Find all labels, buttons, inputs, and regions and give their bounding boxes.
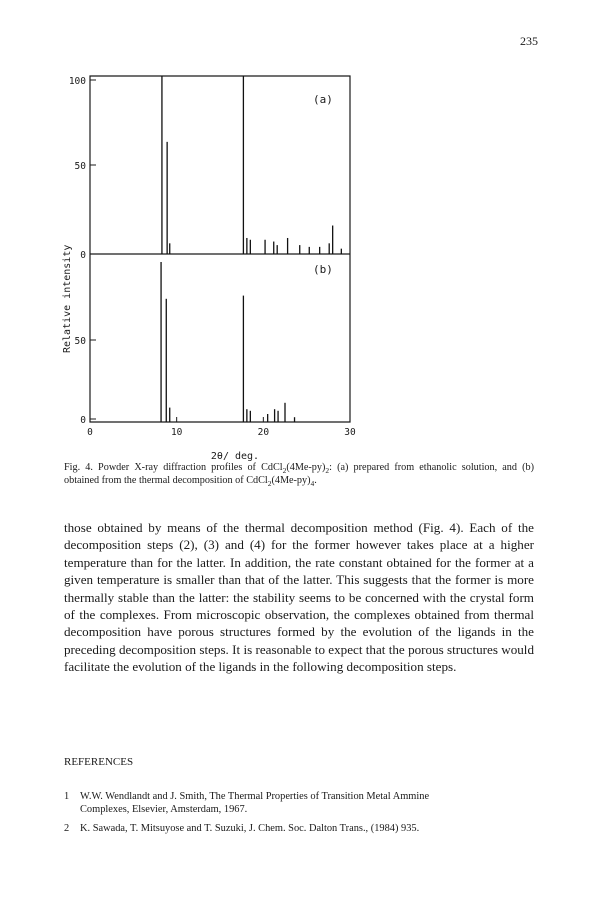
body-paragraph: those obtained by means of the thermal decomposition method (Fig. 4). Each of the decomposition steps (2), (3) and (4) for the former however takes place at a higher temperature than for the latter. In addition, the rate constant obtained for the former at a given temperature is smaller than that of the latter. This suggests that the former is more thermally stable than the latter: the stability seems to be concerned with the crystal form of the complexes. From microscopic observation, the complexes obtained from thermal decomposition have porous structures formed by the evolution of the ligands in the preceding decomposition steps. It is reasonable to expect that the porous structures would facilitate the evolution of the ligands in the following decomposition steps. [64,520,534,675]
y-axis-label: Relative intensity [62,244,73,353]
axis-ticks [69,76,356,438]
panel-b-peaks [161,262,294,422]
plot-frames [90,76,350,422]
reference-text-cont: Complexes, Elsevier, Amsterdam, 1967. [80,804,248,815]
x-tick-label: 0 [87,427,93,438]
x-tick-label: 10 [170,427,183,438]
reference-text: W.W. Wendlandt and J. Smith, The Thermal Properties of Transition Metal Ammine [80,791,430,802]
y-tick-label-a: 50 [74,161,86,172]
panel-a-label: (a) [313,93,333,106]
x-tick-label: 20 [257,427,270,438]
reference-text: K. Sawada, T. Mitsuyose and T. Suzuki, J. Chem. Soc. Dalton Trans., (1984) 935. [80,823,420,834]
x-axis-label: 2θ/ deg. [210,451,260,462]
reference-item [64,822,536,835]
plot-frame [90,76,350,422]
y-tick-label-a: 0 [80,250,86,261]
y-tick-label-b: 50 [74,336,86,347]
reference-item [64,790,536,816]
figure-caption: Fig. 4. Powder X-ray diffraction profiles of $CdCl_2(4Me-py)_2$: (a) prepared from ethanolic solution, and (b) obtained from the thermal decomposition of $CdCl_2(4Me-py)_4$. [64,462,535,489]
reference-number: 2 [64,823,70,834]
panel-b-label: (b) [313,263,333,276]
xrd-figure [50,68,370,463]
reference-number: 1 [64,791,70,802]
y-tick-label-b: 0 [80,415,86,426]
references-heading: REFERENCES [64,756,134,768]
y-tick-label-a: 100 [68,76,86,87]
x-tick-label: 30 [344,427,356,438]
page-number: 235 [520,34,538,48]
